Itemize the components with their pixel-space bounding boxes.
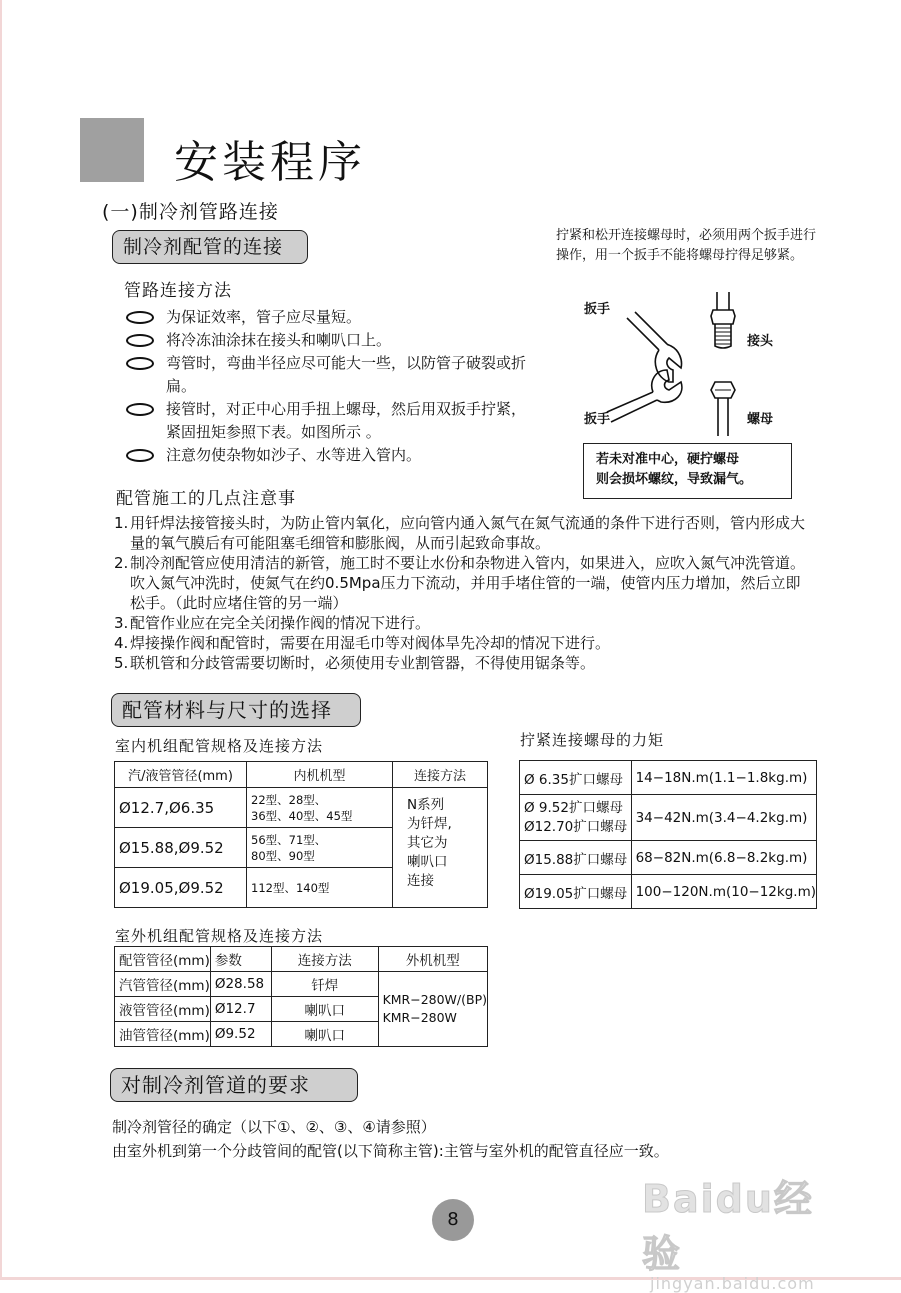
wrench-tip-text: 拧紧和松开连接螺母时，必须用两个扳手进行操作，用一个扳手不能将螺母拧得足够紧。 [556,228,817,263]
oval-bullet-icon [126,334,154,347]
notes-title: 配管施工的几点注意事 [116,489,296,509]
table-row: Ø 9.52扩口螺母 Ø12.70扩口螺母 34−42N.m(3.4−4.2kg.m) [520,795,817,841]
section-heading: (一)制冷剂管路连接 [102,201,279,223]
table-row: Ø19.05扩口螺母 100−120N.m(10−12kg.m) [520,875,817,909]
label-wrench-top: 扳手 [584,302,611,317]
bullet-item: 注意勿使杂物如沙子、水等进入管内。 [126,444,526,467]
note-item: 1. 用钎焊法接管接头时，为防止管内氧化，应向管内通入氮气在氮气流通的条件下进行否则，管内形成大量的氧气膜后有可能阻塞毛细管和膨胀阀，从而引起致命事故。 [114,514,806,552]
note-item: 4. 焊接操作阀和配管时，需要在用湿毛巾等对阀体旱先冷却的情况下进行。 [114,634,611,652]
oval-bullet-icon [126,449,154,462]
bullet-item: 接管时，对正中心用手扭上螺母，然后用双扳手拧紧，紧固扭矩参照下表。如图所示 。 [126,398,526,444]
baidu-watermark [642,1168,852,1293]
watermark-url: jingyan.baidu.com [650,1274,815,1293]
indoor-table-caption: 室内机组配管规格及连接方法 [115,737,324,755]
requirements-text: 制冷剂管径的确定（以下①、②、③、④请参照） 由室外机到第一个分歧管间的配管(以下简称主管):主管与室外机的配管直径应一致。 [112,1118,669,1160]
outdoor-table-caption: 室外机组配管规格及连接方法 [115,927,324,945]
table-row: Ø15.88,Ø9.52 56型、71型、 80型、90型 [115,828,488,868]
table-row: 液管管径(mm) Ø12.7 喇叭口 [115,997,488,1022]
torque-table-caption: 拧紧连接螺母的力矩 [520,731,665,749]
table-row: 汽管管径(mm) Ø28.58 钎焊 KMR−280W/(BP) KMR−280W [115,972,488,997]
note-item: 2. 制冷剂配管应使用清洁的新管，施工时不要让水份和杂物进入管内，如果进入，应吹入氮气冲洗管道。吹入氮气冲洗时，使氮气在约0.5Mpa压力下流动，并用手堵住管的一端，使管内压力增加，然后立即松手。（此时应堵住管的另一端） [114,554,806,612]
section-pill-requirements: 对制冷剂管道的要求 [110,1068,358,1102]
label-nut: 螺母 [747,412,774,427]
wrench-and-fitting-icon [577,290,807,440]
warning-box: 若未对准中心，硬拧螺母 则会损坏螺纹，导致漏气。 [583,443,792,499]
note-item: 5. 联机管和分歧管需要切断时，必须使用专业割管器，不得使用锯条等。 [114,654,596,672]
oval-bullet-icon [126,357,154,370]
bullet-item: 弯管时，弯曲半径应尽可能大一些，以防管子破裂或折扁。 [126,352,526,398]
notes-list [114,513,814,673]
method-title: 管路连接方法 [124,281,232,301]
page-number: 8 [432,1199,474,1241]
table-header-row: 汽/液管管径(mm) 内机机型 连接方法 [115,762,488,788]
oval-bullet-icon [126,403,154,416]
oval-bullet-icon [126,311,154,324]
connection-method-cell: N系列 为钎焊, 其它为 喇叭口 连接 [393,788,488,908]
method-bullet-list [126,306,526,467]
table-row: Ø19.05,Ø9.52 112型、140型 [115,868,488,908]
indoor-pipe-table [114,761,488,908]
outdoor-model-cell: KMR−280W/(BP) KMR−280W [378,972,487,1047]
table-row: Ø12.7,Ø6.35 22型、28型、 36型、40型、45型 N系列 为钎焊, 其它为 喇叭口 连接 [115,788,488,828]
table-row: Ø15.88扩口螺母 68−82N.m(6.8−8.2kg.m) [520,841,817,875]
torque-table [519,760,817,909]
section-pill-connection: 制冷剂配管的连接 [112,230,308,264]
wrench-figure [577,290,807,440]
table-row: Ø 6.35扩口螺母 14−18N.m(1.1−1.8kg.m) [520,761,817,795]
title-block-decoration [80,118,144,182]
note-item: 3. 配管作业应在完全关闭操作阀的情况下进行。 [114,614,431,632]
label-joint: 接头 [747,334,774,349]
outdoor-pipe-table [114,946,488,1047]
bullet-item: 为保证效率，管子应尽量短。 [126,306,526,329]
table-row: 油管管径(mm) Ø9.52 喇叭口 [115,1022,488,1047]
page-title: 安装程序 [174,137,366,188]
bullet-item: 将冷冻油涂抹在接头和喇叭口上。 [126,329,526,352]
watermark-logo: Baidu经验 [642,1177,814,1276]
section-pill-materials: 配管材料与尺寸的选择 [111,693,361,727]
label-wrench-bottom: 扳手 [584,412,611,427]
table-header-row: 配管管径(mm) 参数 连接方法 外机机型 [115,947,488,972]
